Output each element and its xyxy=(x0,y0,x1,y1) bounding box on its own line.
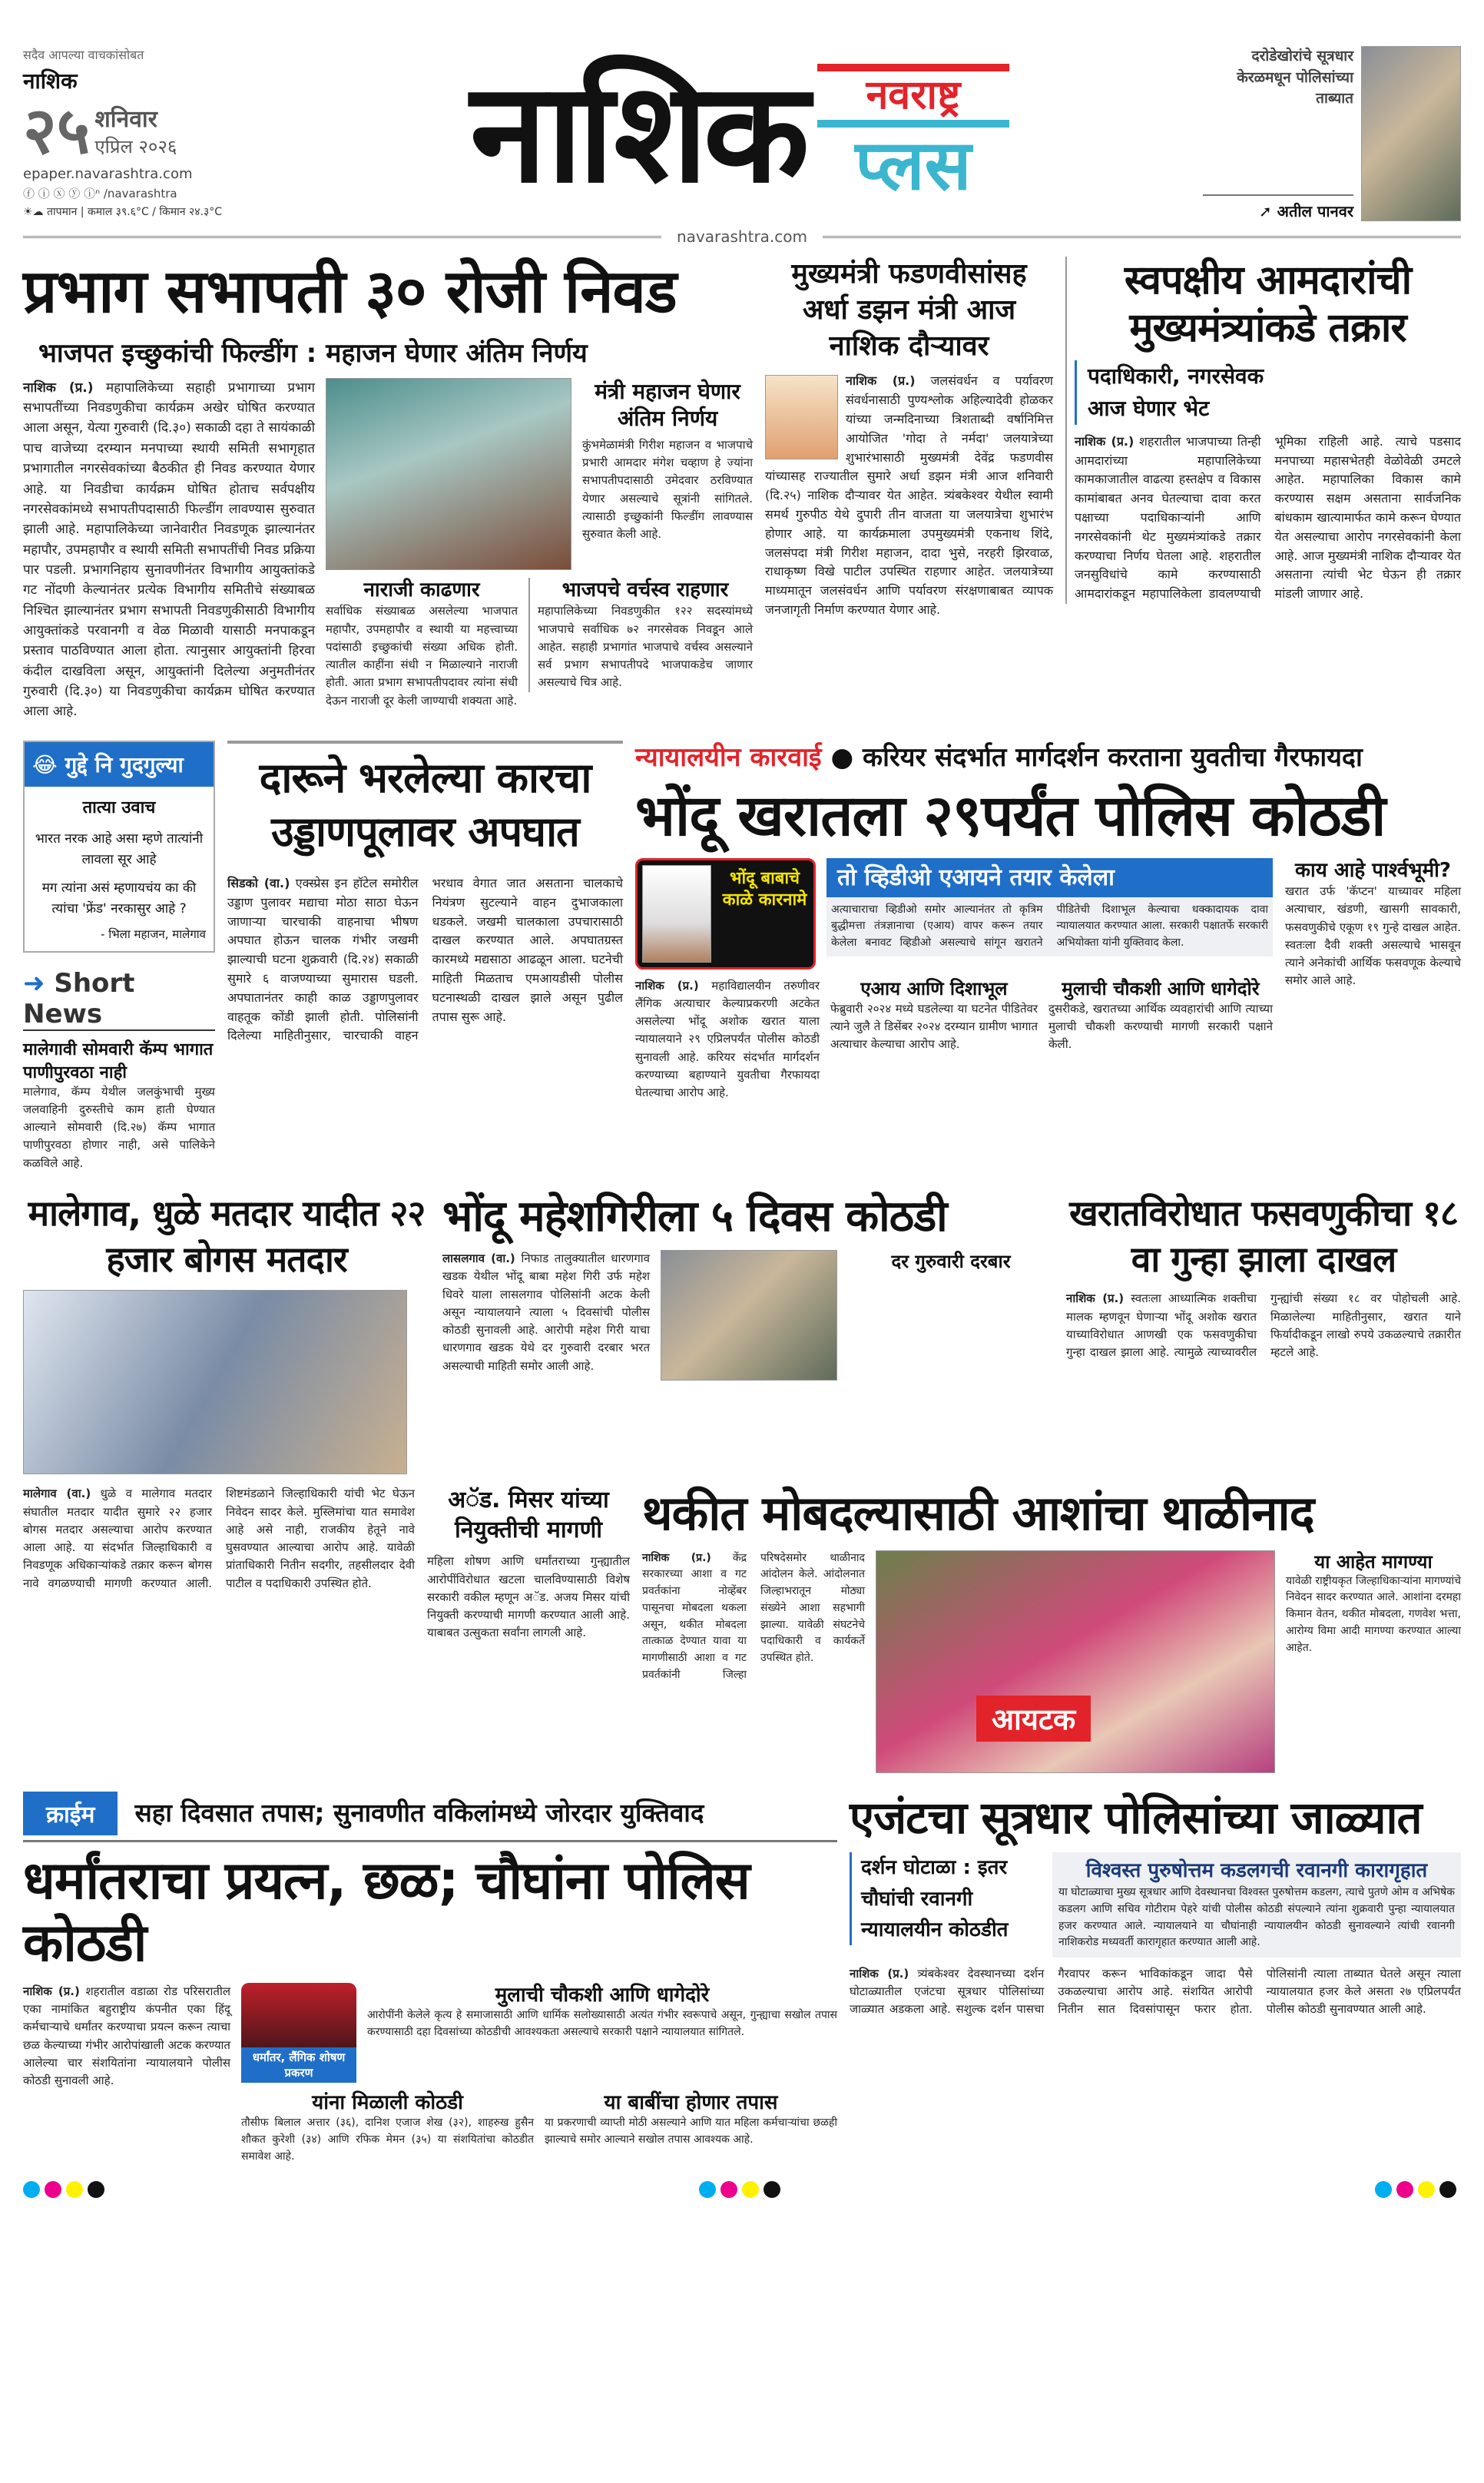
row-3 xyxy=(23,1191,1461,1475)
box-crime-1: मुलाची चौकशी आणि धागेदोरे आरोपींनी केलेले कृत्य हे समाजासाठी आणि धार्मिक सलोख्यासाठी अत्यंत गंभीर स्वरूपाचे असून, गुन्ह्याचा सखोल तपास करण्यासाठी दहा दिवसांच्या कोठडीची आवश्यकता असल्याचे सरकारी पक्षाने न्यायालयात सांगितले. xyxy=(367,1983,837,2039)
headline-malegaon[interactable]: मालेगाव, धुळे मतदार यादीत २२ हजार बोगस मतदार xyxy=(28,1192,426,1280)
headline-misar[interactable]: अॅड. मिसर यांच्या नियुक्तीची मागणी xyxy=(448,1487,609,1544)
gudhe-box: 😂 गुद्दे नि गुदगुल्या तात्या उवाच भारत नरक आहे असा म्हणे तात्यांनी लावला सूर आहे मग त्यांना असं म्हणायचंय का की त्यांचा 'फ्रेंड' नरकासुर आहे ? - भिला महाजन, मालेगाव xyxy=(23,741,215,953)
crime-kicker: क्राईम सहा दिवसात तपास; सुनावणीत वकिलांमध्ये जोरदार युक्तिवाद xyxy=(23,1792,837,1842)
weather: ☀☁ तापमान | कमाल ३९.६°C / किमान २४.३°C xyxy=(23,206,223,218)
article-prabhag: नाशिक (प्र.) महापालिकेच्या सहाही प्रभागाच्या प्रभाग सभापतींच्या निवडणुकीचा कार्यक्रम अखेर घोषित करण्यात आला असून, येत्या गुरुवारी (दि.३०) सकाळी दहा ते सायंकाळी पाच वाजेच्या दरम्यान मनपाच्या स्थायी समिती सभागृहात प्रभागातील नगरसेवकांच्या बैठकीत ही निवड करण्यात येणार आहे. या निवडीचा कार्यक्रम घोषित होताच सर्वपक्षीय नगरसेवकांमध्ये सभापतीपदासाठी फिल्डींग लावण्यास सुरुवात झाली आहे. महापालिकेच्या जानेवारीत निवडणूक झाल्यानंतर महापौर, उपमहापौर व स्थायी समिती सभापतींची निवड प्रक्रिया पार पडली. प्रभागनिहाय सुनावणीनंतर विभागीय आयुक्तांकडे गट नोंदणी केल्यानंतर प्रत्येक विभागीय समितीचे संख्याबळ निश्चित झाल्यानंतर प्रभाग सभापती निवडणुकीसाठी विभागीय आयुक्तांकडे परवानगी व वेळ मिळावी यासाठी मनपाकडून प्रस्ताव पाठविण्यात आला होता. त्यानुसार आयुक्तांनी हिरवा कंदील दाखविला असून, आयुक्तांनी दिलेल्या अनुमतीनंतर गुरुवारी (दि.३०) या निवडणुकीचा कार्यक्रम घोषित करण्यात आला आहे. xyxy=(23,380,315,720)
box-crime-2: यांना मिळाली कोठडी तौसीफ बिलाल अत्तार (३६), दानिश एजाज शेख (३२), शाहरुख हुसैन शौकत कुरेशी (३४) आणि रफिक मेमन (३५) या संशयितांचा कोठडीत समावेश आहे. xyxy=(241,2090,534,2163)
brand-logo: नवराष्ट्र प्लस xyxy=(817,64,1009,203)
headline-asha[interactable]: थकीत मोबदल्यासाठी आशांचा थाळीनाद xyxy=(642,1485,1314,1542)
side-maheshgiri: दर गुरुवारी दरबार xyxy=(891,1251,1011,1272)
date-day: २५ xyxy=(23,93,91,168)
headline-kharat[interactable]: खरातविरोधात फसवणुकीचा १८ वा गुन्हा झाला दाखल xyxy=(1069,1192,1458,1280)
color-registration-marks xyxy=(23,2181,109,2201)
box-demands: या आहेत मागण्या यावेळी राष्ट्रीयकृत जिल्हाधिकाऱ्यांना मागण्यांचे निवेदन सादर करण्यात आले. आशांना दरमहा किमान वेतन, थकीत मोबदला, गणवेश भत्ता, आरोग्य विमा आदी मागण्या करण्यात आल्या आहेत. xyxy=(1286,1550,1461,1654)
epaper-link[interactable]: epaper.navarashtra.com xyxy=(23,166,193,182)
crime-tag: क्राईम xyxy=(23,1792,118,1835)
daru-article: दारूने भरलेल्या कारचा उड्डाणपूलावर अपघात सिडको (वा.) एक्स्प्रेस इन हॉटेल समोरील उड्डाण पुलावर मद्याचा मोठा साठा घेऊन जाणाऱ्या चारचाकी वाहनाचा भीषण अपघात होऊन चालक गंभीर जखमी झाल्याची घटना शुक्रवारी (दि.२४) सकाळी सुमारे ६ वाजण्याच्या सुमारास घडली. अपघातानंतर काही काळ उड्डाणपुलावर वाहतूक कोंडी झाली होती. पोलिसांनी दिलेल्या माहितीनुसार, चारचाकी वाहन भरधाव वेगात जात असताना चालकाचे नियंत्रण सुटल्याने वाहन दुभाजकाला धडकले. जखमी चालकाला उपचारासाठी दाखल करण्यात आले. अपघातग्रस्त कारमध्ये मद्यसाठा आढळून आला. घटनेची माहिती मिळताच एमआयडीसी पोलीस घटनास्थळी दाखल झाले असून पुढील तपास सुरू आहे. xyxy=(227,741,623,1046)
headline-daru: दारूने भरलेल्या कारचा उड्डाणपूलावर अपघात xyxy=(259,753,591,856)
photo-fadnavis xyxy=(765,375,838,459)
article-malegaon: मालेगाव (वा.) धुळे व मालेगाव मतदार संघातील मतदार यादीत सुमारे २२ हजार बोगस मतदार असल्याचा आरोप करण्यात आला आहे. या संदर्भात जिल्हाधिकारी व निवडणूक अधिकाऱ्यांकडे तक्रार करून बोगस नावे वगळण्याची मागणी करण्यात आली. शिष्टमंडळाने जिल्हाधिकारी यांची भेट घेऊन निवेदन सादर केले. मुस्लिमांचा यात समावेश आहे असे नाही, राजकीय हेतूने नावे घुसवण्यात आल्याचा आरोप आहे. यावेळी प्रांताधिकारी नितीन सदगीर, तहसीलदार देवी पाटील व पदाधिकारी उपस्थित होते. xyxy=(23,1487,415,1590)
divider xyxy=(823,236,1461,238)
badge-bhondu: भोंदू बाबाचे काळे कारनामे xyxy=(635,858,816,970)
website[interactable]: navarashtra.com xyxy=(677,227,807,246)
headline-prabhag[interactable]: प्रभाग सभापती ३० रोजी निवड xyxy=(23,257,677,327)
article-swapakshiya: नाशिक (प्र.) शहरातील भाजपाच्या तिन्ही आमदारांच्या महापालिकेच्या कामकाजातील वाढत्या हस्तक्षेप व विकास कामांबाबत अनव घेतल्याचा दावा करत पक्षाच्या पदाधिकाऱ्यांनी आणि नगरसेवकांनी थेट मुख्यमंत्र्यांकडे तक्रार करण्याचा निर्णय घेतला आहे. शहरातील जनसुविधांचे कामे करण्यासाठी आमदारांकडून महापालिकेला डावलण्याची भूमिका राहिली आहे. त्याचे पडसाद मनपाच्या महासभेतही वेळोवेळी उमटले आहेत. महापालिका विकास कामे करण्यास सक्षम असताना सार्वजनिक बांधकाम खात्यामार्फत कामे करून घेण्यात येत असल्याचा आरोप नगरसेवकांनी केला आहे. आज मुख्यमंत्री नाशिक दौऱ्यावर येत असताना त्यांची भेट घेऊन ही तक्रार मांडली जाणार आहे. xyxy=(1075,433,1461,602)
color-registration-marks xyxy=(699,2181,785,2201)
arrow-icon: ➜ xyxy=(23,967,55,999)
side-swapakshiya: पदाधिकारी, नगरसेवक आज घेणार भेट xyxy=(1075,360,1274,425)
edition-city: नाशिक xyxy=(23,68,78,94)
gudhe-title: 😂 गुद्दे नि गुदगुल्या xyxy=(25,742,214,787)
article-bhondu: नाशिक (प्र.) महाविद्यालयीन तरुणीवर लैंगिक अत्याचार केल्याप्रकरणी अटकेत असलेल्या भोंदू अशोक खरात याला न्यायालयाने २९ एप्रिलपर्यंत पोलीस कोठडी सुनावली आहे. करियर संदर्भात मार्गदर्शन करण्याच्या बहाण्याने युवतीचा गैरफायदा घेतल्याचा आरोप आहे. xyxy=(635,978,820,1100)
article-misar: महिला शोषण आणि धर्मांतराच्या गुन्ह्यातील आरोपींविरोधात खटला चालविण्यासाठी विशेष सरकारी वकील म्हणून अॅड. अजय मिसर यांची नियुक्ती करण्याची मागणी करण्यात आली आहे. याबाबत उत्सुकता सर्वांना लागली आहे. xyxy=(427,1554,630,1640)
banner-aitak: आयटक xyxy=(976,1696,1091,1742)
masthead xyxy=(23,46,1461,221)
masthead-right xyxy=(1203,46,1461,221)
box-ai: एआय आणि दिशाभूल फेब्रुवारी २०२४ मध्ये घडलेल्या या घटनेत पीडितेवर त्याने जुलै ते डिसेंबर २०२४ दरम्यान ग्रामीण भागात अत्याचार केल्याचा आरोप आहे. xyxy=(830,977,1038,1052)
laugh-emoji-icon: 😂 xyxy=(32,751,65,777)
masthead-center xyxy=(289,46,1191,221)
headline-agent[interactable]: एजंटचा सूत्रधार पोलिसांच्या जाळ्यात xyxy=(850,1791,1422,1844)
color-registration-marks xyxy=(1375,2181,1461,2201)
article-crime: नाशिक (प्र.) शहरातील वडाळा रोड परिसरातील एका नामांकित बहुराष्ट्रीय कंपनीत एका हिंदू कर्मचाऱ्याचे धर्मांतर करण्याचा प्रयत्न करून त्याचा छळ केल्याच्या गंभीर आरोपांखाली अटक करण्यात आलेल्या चार संशयितांना न्यायालयाने पोलीस कोठडी सुनावली आहे. xyxy=(23,1984,230,2088)
headline-maheshgiri[interactable]: भोंदू महेशगिरीला ५ दिवस कोठडी xyxy=(442,1191,947,1242)
article-kharat: नाशिक (प्र.) स्वतःला आध्यात्मिक शक्तीचा मालक म्हणवून घेणाऱ्या भोंदू अशोक खरात याच्याविरोधात आणखी एक फसवणुकीचा गुन्हा दाखल झाला आहे. त्यामुळे त्याच्यावरील गुन्ह्यांची संख्या १८ वर पोहोचली आहे. मिळालेल्या माहितीनुसार, खरात याने फिर्यादीकडून लाखो रुपये उकळल्याचे तक्रारीत म्हटले आहे. xyxy=(1066,1291,1461,1360)
photo-malegaon-meeting xyxy=(23,1290,407,1474)
box-mahajan: मंत्री महाजन घेणार अंतिम निर्णय कुंभमेळामंत्री गिरीश महाजन व भाजपाचे प्रभारी आमदार मंगेश चव्हाण हे ज्यांना सभापतीपदासाठी उमेदवार ठरविण्यात येणार असल्याचे सूत्रांनी सांगितले. त्यासाठी इच्छुकांनी फिल्डींग लावण्यास सुरुवात केली आहे. xyxy=(582,378,753,542)
headline-crime[interactable]: धर्मांतराचा प्रयत्न, छळ; चौघांना पोलिस कोठडी xyxy=(23,1850,750,1974)
box-girl: मुलाची चौकशी आणि धागेदोरे दुसरीकडे, खरातच्या आर्थिक व्यवहारांची आणि त्याच्या मुलाची चौकशी करण्याची मागणी सरकारी पक्षाने केली. xyxy=(1048,977,1273,1052)
badge-crime: धर्मांतर, लैंगिक शोषण प्रकरण xyxy=(241,1983,356,2083)
video-title: तो व्हिडीओ एआयने तयार केलेला xyxy=(826,858,1273,897)
article-cm: नाशिक (प्र.) जलसंवर्धन व पर्यावरण संवर्धनासाठी पुण्यश्लोक अहिल्यादेवी होळकर यांच्या जन्मदिनाच्या त्रिशताब्दी वर्षानिमित्त आयोजित 'गोदा ते नर्मदा' जलयात्रेच्या शुभारंभासाठी मुख्यमंत्री देवेंद्र फडणवीस यांच्यासह राज्यातील सुमारे अर्धा डझन मंत्री आज शनिवारी (दि.२५) नाशिक दौऱ्यावर येत आहेत. त्र्यंबकेश्वर येथील स्वामी समर्थ गुरुपीठ येथे दुपारी तीन वाजता या जलयात्रेचा शुभारंभ होणार आहे. या कार्यक्रमाला उपमुख्यमंत्री एकनाथ शिंदे, जलसंपदा मंत्री गिरीश महाजन, दादा भुसे, नरहरी झिरवाळ, राधाकृष्ण विखे पाटील उपस्थित राहणार आहेत. जलयात्रेच्या माध्यमातून जलसंवर्धन आणि पर्यावरण संरक्षणाबाबत व्यापक जनजागृती निर्माण करण्यात येणार आहे. xyxy=(765,373,1053,617)
photo-municipal-building xyxy=(326,378,571,570)
masthead-footer xyxy=(23,227,1461,246)
short-news: ➜ Short News मालेगावी सोमवारी कॅम्प भागात पाणीपुरवठा नाही मालेगाव, कॅम्प येथील जलकुंभाची मुख्य जलवाहिनी दुरुस्तीचे काम हाती घेण्यात आल्याने सोमवारी (दि.२७) कॅम्प भागात पाणीपुरवठा होणार नाही, असे पालिकेने कळविले आहे. xyxy=(23,967,215,1170)
row-2 xyxy=(23,741,1461,1172)
row-4 xyxy=(23,1485,1461,1772)
box-background: काय आहे पार्श्वभूमी? खरात उर्फ 'कॅप्टन' याच्यावर महिला अत्याचार, खंडणी, खासगी सावकारी, फसवणुकीचे एकूण १९ गुन्हे दाखल आहेत. स्वतःला दैवी शक्ती असल्याचे भासवून त्याने अनेकांची आर्थिक फसवणूक केल्याचे समोर आले आहे. xyxy=(1285,858,1461,988)
masthead-title: नाशिक xyxy=(470,53,805,214)
photo-kharat xyxy=(642,865,711,963)
teaser-text[interactable]: दरोडेखोरांचे सूत्रधार केरळमधून पोलिसांच्या ताब्यात xyxy=(1237,48,1353,108)
masthead-left xyxy=(23,46,277,221)
headline-swapakshiya[interactable]: स्वपक्षीय आमदारांची मुख्यमंत्र्यांकडे तक्रार xyxy=(1124,257,1412,352)
box-crime-3: या बाबींचा होणार तपास या प्रकरणाची व्याप्ती मोठी असल्याने आणि यात महिला कर्मचाऱ्यांचा छळही झाल्याचे समोर आल्याने सखोल तपास आवश्यक आहे. xyxy=(545,2090,837,2147)
teaser-page-ref[interactable]: ➚ अतील पानवर xyxy=(1203,194,1353,221)
headline-bhondu[interactable]: भोंदू खरातला २९पर्यंत पोलिस कोठडी xyxy=(635,782,1386,849)
box-naraji: नाराजी काढणार सर्वाधिक संख्याबळ असलेल्या भाजपात महापौर, उपमहापौर व स्थायी या महत्त्वाच्या पदांसाठी इच्छुकांची संख्या अधिक होती. त्यातील काहींना संधी न मिळाल्याने नाराजी होती. आता प्रभाग सभापतीपदावर त्यांना संधी देऊन नाराजी दूर केली जाण्याची शक्यता आहे. xyxy=(326,578,518,708)
article-asha: नाशिक (प्र.) केंद्र सरकारच्या आशा व गट प्रवर्तकांना नोव्हेंबर पासूनचा मोबदला थकला असून, थकीत मोबदला तात्काळ देण्यात यावा या मागणीसाठी आशा व गट प्रवर्तकांनी जिल्हा परिषदेसमोर थाळीनाद आंदोलन केले. आंदोलनात जिल्हाभरातून मोठ्या संख्येने आशा सहभागी झाल्या. यावेळी संघटनेचे पदाधिकारी व कार्यकर्ते उपस्थित होते. xyxy=(642,1551,865,1681)
kicker-bhondu: न्यायालयीन कारवाई ● करियर संदर्भात मार्गदर्शन करताना युवतीचा गैरफायदा xyxy=(635,741,1363,773)
photo-asha-protest xyxy=(876,1550,1275,1773)
month-year: एप्रिल २०२६ xyxy=(94,136,177,157)
weekday: शनिवार xyxy=(94,106,157,133)
subhead-prabhag: भाजपत इच्छुकांची फिल्डींग : महाजन घेणार अंतिम निर्णय xyxy=(38,337,588,369)
box-varchasva: भाजपचे वर्चस्व राहणार महापालिकेच्या निवडणुकीत १२२ सदस्यांमध्ये भाजपाचे सर्वाधिक ७२ नगरसेवक निवडून आले आहेत. सहाही प्रभागांत भाजपाचे वर्चस्व असल्याने सर्व प्रभाग सभापतीपदे भाजपाकडेच जाणार असल्याचे चित्र आहे. xyxy=(528,578,753,692)
arrow-icon: ➚ xyxy=(1258,202,1277,220)
box-agent: विश्वस्त पुरुषोत्तम कडलगची रवानगी कारागृहात या घोटाळ्याचा मुख्य सूत्रधार आणि देवस्थानचा विश्वस्त पुरुषोत्तम कडलग, त्याचे पुतणे ओम व अभिषेक कडलग आणि सचिव गोटीराम पेहरे यांची पोलीस कोठडी संपल्याने त्यांना शुक्रवारी पुन्हा न्यायालयात हजर करण्यात आले. न्यायालयाने या चौघांनाही न्यायालयीन कोठडी सुनावल्याने त्यांची रवानगी नाशिकरोड मध्यवर्ती कारागृहात करण्यात आली आहे. xyxy=(1052,1852,1461,1958)
weather-icon: ☀☁ xyxy=(23,206,48,218)
video-body: अत्याचाराचा व्हिडीओ समोर आल्यानंतर तो कृत्रिम बुद्धीमत्ता तंत्रज्ञानाचा (एआय) वापर करून तयार केलेला बनावट व्हिडीओ असल्याचे सांगून खरातने पीडितेची दिशाभूल केल्याचा धक्कादायक दावा न्यायालयात करण्यात आला. सरकारी पक्षातर्फे सरकारी अभियोक्ता यांनी युक्तिवाद केला. xyxy=(826,897,1273,956)
article-agent: नाशिक (प्र.) त्र्यंबकेश्वर देवस्थानच्या दर्शन घोटाळ्यातील एजंटचा सूत्रधार पोलिसांच्या जाळ्यात अडकला आहे. सशुल्क दर्शन पासचा गैरवापर करून भाविकांकडून जादा पैसे उकळल्याचा आरोप आहे. संशयित आरोपी नितीन सात दिवसांपासून फरार होता. पोलिसांनी त्याला ताब्यात घेतले असून त्याला न्यायालयात हजर केले असता २७ एप्रिलपर्यंत पोलीस कोठडी सुनावण्यात आली आहे. xyxy=(850,1966,1461,2017)
color-registration-row xyxy=(23,2181,1461,2201)
divider xyxy=(23,236,661,238)
teaser-photo xyxy=(1361,46,1461,221)
social-icons[interactable]: ⓕ ⓘ ⓧ ⓨ ⓘⁿ xyxy=(23,187,104,201)
article-maheshgiri: लासलगाव (वा.) निफाड तालुक्यातील धारणगाव खडक येथील भोंदू बाबा महेश गिरी उर्फ महेश धिवरे याला लासलगाव पोलिसांनी अटक केली असून न्यायालयाने त्याला ५ दिवसांची पोलीस कोठडी सुनावली आहे. आरोपी महेश गिरी याचा धारणगाव खडक येथे दर गुरुवारी दरबार भरत असल्याची माहिती समोर आली आहे. xyxy=(442,1251,650,1373)
row-5 xyxy=(23,1792,1461,2166)
photo-maheshgiri xyxy=(661,1250,837,1381)
social-links[interactable]: ⓕ ⓘ ⓧ ⓨ ⓘⁿ /navarashtra xyxy=(23,187,177,201)
tagline: सदैव आपल्या वाचकांसोबत xyxy=(23,48,144,62)
side-agent: दर्शन घोटाळा : इतर चौघांची रवानगी न्यायालयीन कोठडीत xyxy=(850,1852,1042,1945)
headline-cm[interactable]: मुख्यमंत्री फडणवीसांसह अर्धा डझन मंत्री आज नाशिक दौऱ्यावर xyxy=(791,258,1027,362)
row-1 xyxy=(23,257,1461,722)
